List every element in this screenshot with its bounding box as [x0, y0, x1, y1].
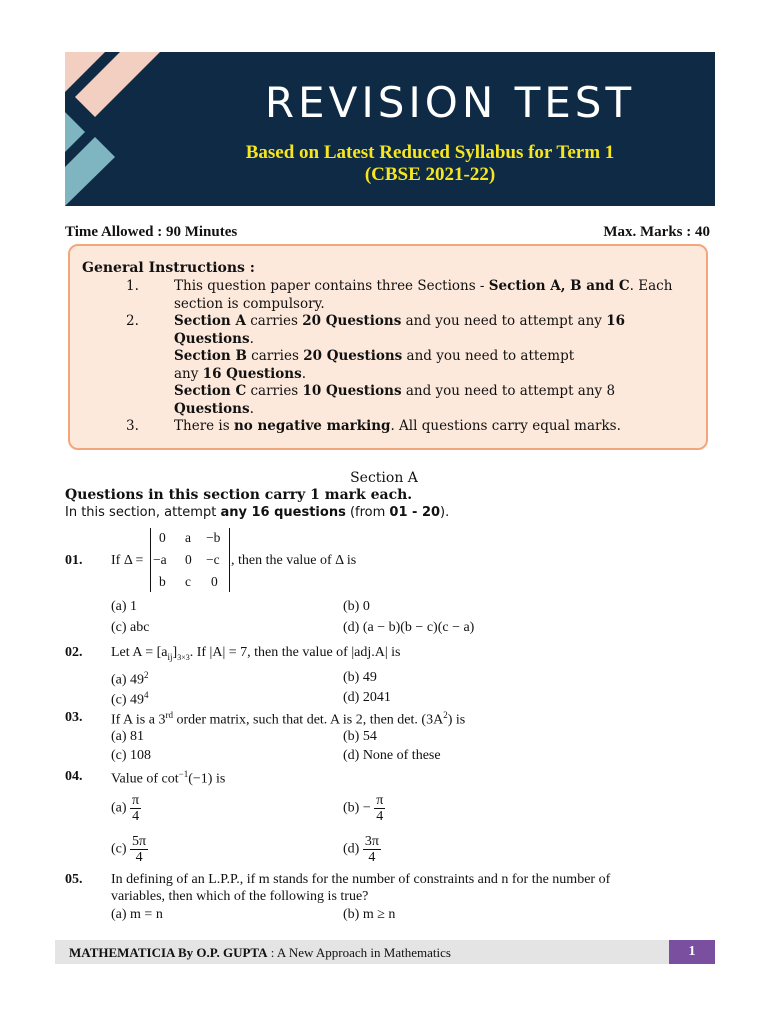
instructions-title: General Instructions :	[82, 260, 255, 276]
matrix-cell: −b	[206, 530, 221, 545]
subtitle-syllabus: Based on Latest Reduced Syllabus for Term 1	[245, 142, 615, 163]
question-text: variables, then which of the following is true?	[111, 889, 369, 904]
time-allowed: Time Allowed : 90 Minutes	[65, 224, 238, 240]
question-text: Let $A = [a_{ij}]_{3\times 3}$. If |A| = 7, then the value of |adj.A| is	[111, 645, 401, 662]
general-instructions-box	[68, 244, 708, 450]
matrix-cell: 0	[159, 530, 166, 545]
option: (c) $\frac{5\pi}{4}$	[111, 834, 147, 865]
matrix-cell: −c	[206, 552, 220, 567]
instruction-item: Section A carries 20 Questions and you need to attempt any 16 Questions. Section B carries 20 Questions and you need to attempt any 16 Questions. Section C carries 10 Questions and you need to attempt any 8 Questions.	[174, 313, 625, 417]
option: (d) 2041	[343, 690, 391, 705]
option: (d) (a − b)(b − c)(c − a)	[343, 620, 475, 635]
option: (a) $49^2$	[111, 670, 149, 688]
option: (a) $\frac{\pi}{4}$	[111, 793, 140, 824]
question-text: Value of $\cot^{-1}(-1)$ is	[111, 769, 226, 787]
option: (d) $\frac{3\pi}{4}$	[343, 834, 379, 865]
option: (b) − $\frac{\pi}{4}$	[343, 793, 384, 824]
instruction-number: 2.	[126, 313, 139, 329]
option: (a) m = n	[111, 907, 163, 922]
question-number: 05.	[65, 872, 83, 887]
page-title: REVISION TEST	[264, 78, 636, 127]
option: (c) $49^4$	[111, 690, 149, 708]
question-text: If Δ =	[111, 553, 144, 568]
max-marks: Max. Marks : 40	[603, 224, 710, 240]
matrix-cell: c	[185, 574, 191, 589]
instruction-number: 1.	[126, 278, 139, 294]
option: (b) 54	[343, 729, 377, 744]
determinant-matrix	[150, 528, 230, 592]
instruction-number: 3.	[126, 418, 139, 434]
option: (c) 108	[111, 748, 152, 763]
option: (d) None of these	[343, 748, 441, 763]
footer-bar	[55, 940, 715, 964]
header-banner	[65, 52, 715, 206]
matrix-cell: −a	[153, 552, 167, 567]
matrix-cell: b	[159, 574, 166, 589]
matrix-cell: 0	[185, 552, 192, 567]
instruction-item: This question paper contains three Sections - Section A, B and C. Each section is compulsory.	[174, 278, 673, 312]
matrix-cell: 0	[211, 574, 218, 589]
question-text: If A is a 3rd order matrix, such that det. A is 2, then det. $(3A^2)$ is	[111, 710, 466, 728]
question-number: 04.	[65, 769, 83, 784]
question-text: , then the value of Δ is	[231, 553, 357, 568]
option: (a) 1	[111, 599, 138, 614]
section-attempt-note: In this section, attempt any 16 questions (from 01 - 20).	[65, 505, 450, 520]
matrix-cell: a	[185, 530, 191, 545]
footer-credit: MATHEMATICIA By O.P. GUPTA : A New Approach in Mathematics	[69, 945, 451, 960]
option: (a) 81	[111, 729, 145, 744]
question-number: 03.	[65, 710, 83, 725]
page-number: 1	[669, 940, 715, 964]
question-number: 02.	[65, 645, 83, 660]
section-marks-note: Questions in this section carry 1 mark each.	[65, 487, 413, 503]
question-number: 01.	[65, 553, 83, 568]
question-text: In defining of an L.P.P., if m stands for the number of constraints and n for the number of	[111, 872, 611, 887]
section-title: Section A	[350, 470, 418, 486]
option: (b) 0	[343, 599, 370, 614]
option: (b) 49	[343, 670, 377, 685]
subtitle-session: (CBSE 2021-22)	[364, 164, 496, 185]
instruction-item: There is no negative marking. All questions carry equal marks.	[174, 418, 621, 434]
option: (c) abc	[111, 620, 150, 635]
option: (b) m ≥ n	[343, 907, 396, 922]
